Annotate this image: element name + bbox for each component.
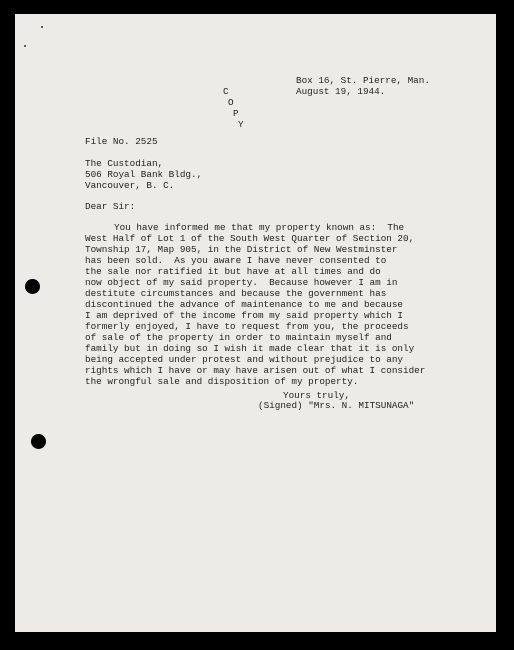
body-line: destitute circumstances and because the government has [85,288,387,299]
body-line: the sale nor ratified it but have at all times and do [85,266,381,277]
body-line: rights which I have or may have arisen out of what I consider [85,365,426,376]
body-line: discontinued the advance of maintenance to me and because [85,299,404,310]
address-line-1: Box 16, St. Pierre, Man. [296,75,430,86]
file-number: File No. 2525 [85,136,158,147]
recipient-line-2: 506 Royal Bank Bldg., [85,169,203,180]
recipient-line-1: The Custodian, [85,158,164,169]
body-line: Township 17, Map 905, in the District of New Westminster [85,244,398,255]
body-line: of sale of the property in order to maintain myself and [85,332,392,343]
copy-stamp-letter: P [233,108,239,119]
body-line: I am deprived of the income from my said property which I [85,310,404,321]
paper-speck [24,45,26,47]
body-line: You have informed me that my property known as: The [114,222,405,233]
letter-page [15,14,496,632]
copy-stamp-letter: O [228,97,234,108]
salutation: Dear Sir: [85,201,136,212]
body-line: being accepted under protest and without prejudice to any [85,354,404,365]
recipient-line-3: Vancouver, B. C. [85,180,175,191]
body-line: West Half of Lot 1 of the South West Quarter of Section 20, [85,233,415,244]
body-line: now object of my said property. Because however I am in [85,277,398,288]
body-line: family but in doing so I wish it made clear that it is only [85,343,415,354]
body-line: has been sold. As you aware I have never consented to [85,255,387,266]
punch-hole [25,279,40,294]
address-line-2: August 19, 1944. [296,86,386,97]
copy-stamp-letter: Y [238,119,244,130]
punch-hole [31,434,46,449]
closing: Yours truly, [283,390,350,401]
body-line: the wrongful sale and disposition of my property. [85,376,359,387]
copy-stamp-letter: C [223,86,229,97]
signature: (Signed) "Mrs. N. MITSUNAGA" [258,400,415,411]
body-line: formerly enjoyed, I have to request from you, the proceeds [85,321,409,332]
paper-speck [41,26,43,28]
